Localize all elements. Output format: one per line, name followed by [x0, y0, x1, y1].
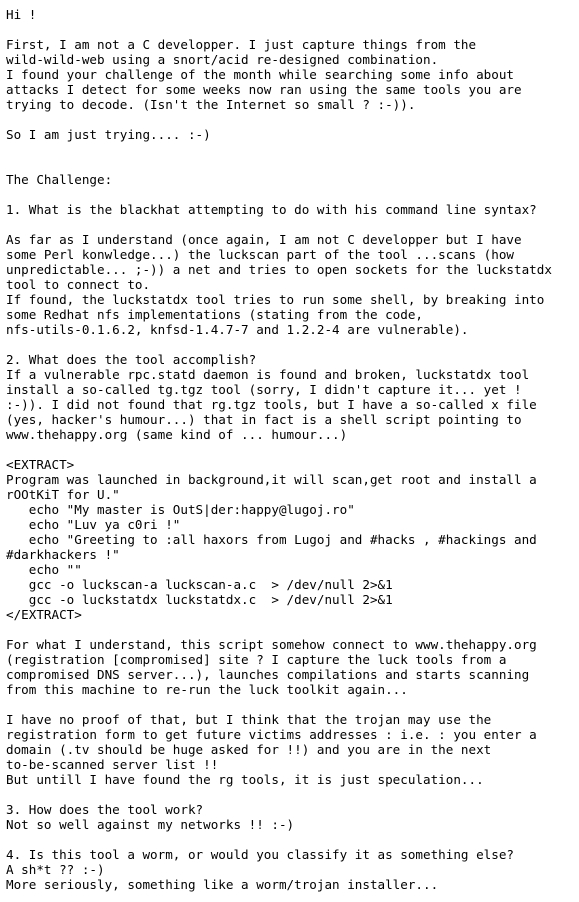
text-line: But untill I have found the rg tools, it is just speculation... [6, 772, 484, 787]
text-line: trying to decode. (Isn't the Internet so small ? :-)). [6, 97, 416, 112]
text-line: :-)). I did not found that rg.tgz tools, but I have a so-called x file [6, 397, 537, 412]
text-line: <EXTRACT> [6, 457, 75, 472]
text-line: wild-wild-web using a snort/acid re-designed combination. [6, 52, 439, 67]
text-line: As far as I understand (once again, I am not C developper but I have [6, 232, 522, 247]
text-line: domain (.tv should be huge asked for !!) and you are in the next [6, 742, 492, 757]
text-line: attacks I detect for some weeks now ran using the same tools you are [6, 82, 522, 97]
text-line: to-be-scanned server list !! [6, 757, 219, 772]
text-line: Not so well against my networks !! :-) [6, 817, 295, 832]
blank-line [6, 157, 576, 172]
text-line: Program was launched in background,it will scan,get root and install a [6, 472, 537, 487]
text-line: echo "Greeting to :all haxors from Lugoj and #hacks , #hackings and [6, 532, 537, 547]
text-line: echo "" [6, 562, 82, 577]
text-line: 2. What does the tool accomplish? [6, 352, 257, 367]
text-line: echo "Luv ya c0ri !" [6, 517, 181, 532]
text-line: compromised DNS server...), launches compilations and starts scanning [6, 667, 530, 682]
text-line: More seriously, something like a worm/trojan installer... [6, 877, 439, 892]
text-line: So I am just trying.... :-) [6, 127, 211, 142]
text-line: some Perl konwledge...) the luckscan part of the tool ...scans (how [6, 247, 514, 262]
text-line: (yes, hacker's humour...) that in fact is a shell script pointing to [6, 412, 522, 427]
blank-line [6, 112, 576, 127]
text-line: I found your challenge of the month while searching some info about [6, 67, 514, 82]
text-line: 3. How does the tool work? [6, 802, 204, 817]
text-line: I have no proof of that, but I think that the trojan may use the [6, 712, 492, 727]
text-line: If a vulnerable rpc.statd daemon is found and broken, luckstatdx tool [6, 367, 530, 382]
text-line: #darkhackers !" [6, 547, 120, 562]
blank-line [6, 337, 576, 352]
text-line: 1. What is the blackhat attempting to do with his command line syntax? [6, 202, 537, 217]
text-line: rOOtKiT for U." [6, 487, 120, 502]
text-line: nfs-utils-0.1.6.2, knfsd-1.4.7-7 and 1.2.2-4 are vulnerable). [6, 322, 469, 337]
text-line: gcc -o luckstatdx luckstatdx.c > /dev/null 2>&1 [6, 592, 393, 607]
text-line: (registration [compromised] site ? I capture the luck tools from a [6, 652, 507, 667]
blank-line [6, 22, 576, 37]
text-line: A sh*t ?? :-) [6, 862, 105, 877]
text-line: echo "My master is OutS|der:happy@lugoj.ro" [6, 502, 355, 517]
text-line: from this machine to re-run the luck toolkit again... [6, 682, 408, 697]
text-line: Hi ! [6, 7, 37, 22]
text-line: unpredictable... ;-)) a net and tries to open sockets for the luckstatdx [6, 262, 552, 277]
text-line: gcc -o luckscan-a luckscan-a.c > /dev/null 2>&1 [6, 577, 393, 592]
email-body-text [6, 7, 576, 892]
text-line: www.thehappy.org (same kind of ... humour...) [6, 427, 348, 442]
blank-line [6, 442, 576, 457]
text-line: install a so-called tg.tgz tool (sorry, I didn't capture it... yet ! [6, 382, 522, 397]
text-line: some Redhat nfs implementations (stating from the code, [6, 307, 424, 322]
text-line: For what I understand, this script somehow connect to www.thehappy.org [6, 637, 537, 652]
blank-line [6, 787, 576, 802]
text-line: </EXTRACT> [6, 607, 82, 622]
text-line: The Challenge: [6, 172, 113, 187]
blank-line [6, 187, 576, 202]
blank-line [6, 217, 576, 232]
text-line: tool to connect to. [6, 277, 151, 292]
blank-line [6, 622, 576, 637]
text-line: registration form to get future victims addresses : i.e. : you enter a [6, 727, 537, 742]
text-line: If found, the luckstatdx tool tries to run some shell, by breaking into [6, 292, 545, 307]
blank-line [6, 142, 576, 157]
text-line: First, I am not a C developper. I just capture things from the [6, 37, 477, 52]
blank-line [6, 832, 576, 847]
blank-line [6, 697, 576, 712]
text-line: 4. Is this tool a worm, or would you classify it as something else? [6, 847, 514, 862]
